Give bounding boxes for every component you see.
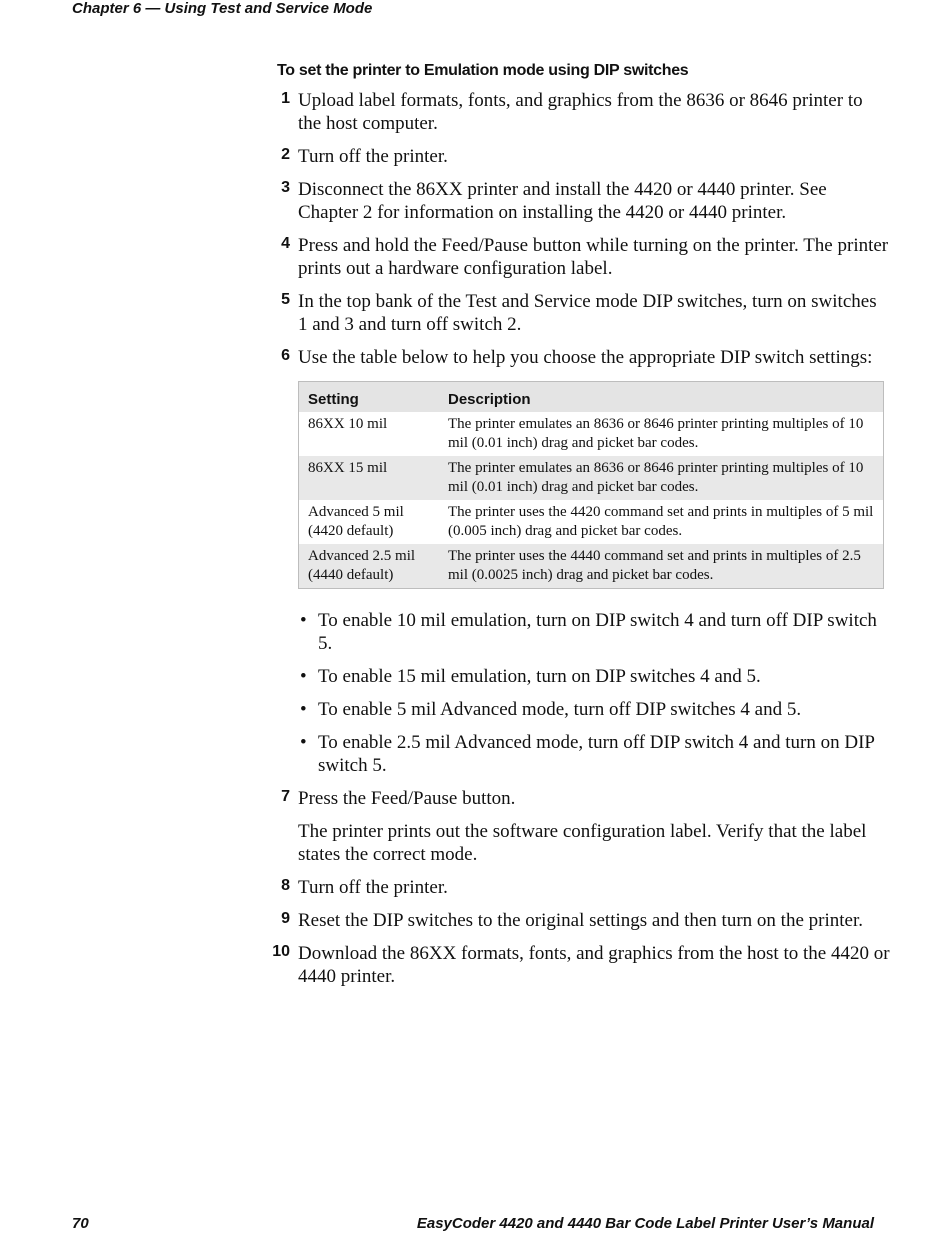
bullet-icon: • (300, 699, 307, 720)
page-number: 70 (72, 1215, 89, 1232)
column-header-description: Description (439, 382, 884, 413)
step-text: In the top bank of the Test and Service mode DIP switches, turn on switches 1 and 3 and turn off switch 2. (298, 291, 877, 335)
step-number: 9 (281, 910, 290, 927)
bullet-icon: • (300, 666, 307, 687)
dip-switch-table (298, 381, 884, 589)
step-number: 10 (272, 943, 290, 960)
description-cell: The printer emulates an 8636 or 8646 printer printing multiples of 10 mil (0.01 inch) drag and picket bar codes. (448, 416, 864, 451)
step-number: 4 (281, 235, 290, 252)
step-text: Disconnect the 86XX printer and install the 4420 or 4440 printer. See Chapter 2 for information on installing the 4420 or 4440 printer. (298, 179, 827, 223)
table-row (299, 456, 884, 500)
table-row (299, 412, 884, 456)
step-number: 8 (281, 877, 290, 894)
setting-cell: Advanced 5 mil (4420 default) (308, 504, 404, 539)
table-header-row (299, 382, 884, 413)
running-header: Chapter 6 — Using Test and Service Mode (72, 0, 373, 17)
setting-cell: Advanced 2.5 mil (4440 default) (299, 544, 440, 589)
step-6 (270, 346, 890, 369)
step-text: Use the table below to help you choose the appropriate DIP switch settings: (298, 347, 873, 368)
step-text: Reset the DIP switches to the original settings and then turn on the printer. (298, 910, 863, 931)
step-7 (270, 787, 890, 810)
step-1 (270, 89, 890, 135)
step-text: Turn off the printer. (298, 146, 448, 167)
bullet-icon: • (300, 732, 307, 753)
step-3 (270, 178, 890, 224)
bullet-icon: • (300, 610, 307, 631)
step-number: 6 (281, 347, 290, 364)
step-text: Upload label formats, fonts, and graphics from the 8636 or 8646 printer to the host computer. (298, 90, 863, 134)
column-header-setting: Setting (299, 382, 440, 413)
step-text: Press and hold the Feed/Pause button while turning on the printer. The printer prints out a hardware configuration label. (298, 235, 889, 279)
step-number: 1 (281, 90, 290, 107)
step-7-followup: The printer prints out the software configuration label. Verify that the label states the correct mode. (298, 821, 867, 865)
procedure-title: To set the printer to Emulation mode using DIP switches (277, 62, 689, 79)
list-item-text: To enable 15 mil emulation, turn on DIP switches 4 and 5. (318, 666, 761, 687)
list-item (298, 698, 890, 721)
setting-cell: 86XX 10 mil (308, 416, 388, 432)
step-number: 2 (281, 146, 290, 163)
description-cell: The printer uses the 4420 command set and prints in multiples of 5 mil (0.005 inch) drag and picket bar codes. (448, 504, 874, 539)
step-number: 3 (281, 179, 290, 196)
manual-title: EasyCoder 4420 and 4440 Bar Code Label Printer User’s Manual (416, 1215, 874, 1232)
page-content (270, 62, 890, 998)
list-item-text: To enable 5 mil Advanced mode, turn off DIP switches 4 and 5. (318, 699, 802, 720)
step-text: Turn off the printer. (298, 877, 448, 898)
list-item (298, 665, 890, 688)
list-item (298, 731, 890, 777)
step-text: Download the 86XX formats, fonts, and graphics from the host to the 4420 or 4440 printer. (298, 943, 890, 987)
step-number: 5 (281, 291, 290, 308)
step-4 (270, 234, 890, 280)
list-item (298, 609, 890, 655)
bullet-list (298, 609, 890, 777)
step-10 (270, 942, 890, 988)
list-item-text: To enable 2.5 mil Advanced mode, turn off DIP switch 4 and turn on DIP switch 5. (318, 732, 875, 776)
step-number: 7 (281, 788, 290, 805)
step-2 (270, 145, 890, 168)
step-text: Press the Feed/Pause button. (298, 788, 516, 809)
step-9 (270, 909, 890, 932)
table-row (299, 544, 884, 589)
step-5 (270, 290, 890, 336)
table-row (299, 500, 884, 544)
description-cell: The printer emulates an 8636 or 8646 printer printing multiples of 10 mil (0.01 inch) drag and picket bar codes. (439, 456, 884, 500)
step-8 (270, 876, 890, 899)
setting-cell: 86XX 15 mil (299, 456, 440, 500)
description-cell: The printer uses the 4440 command set and prints in multiples of 2.5 mil (0.0025 inch) drag and picket bar codes. (439, 544, 884, 589)
list-item-text: To enable 10 mil emulation, turn on DIP switch 4 and turn off DIP switch 5. (318, 610, 877, 654)
